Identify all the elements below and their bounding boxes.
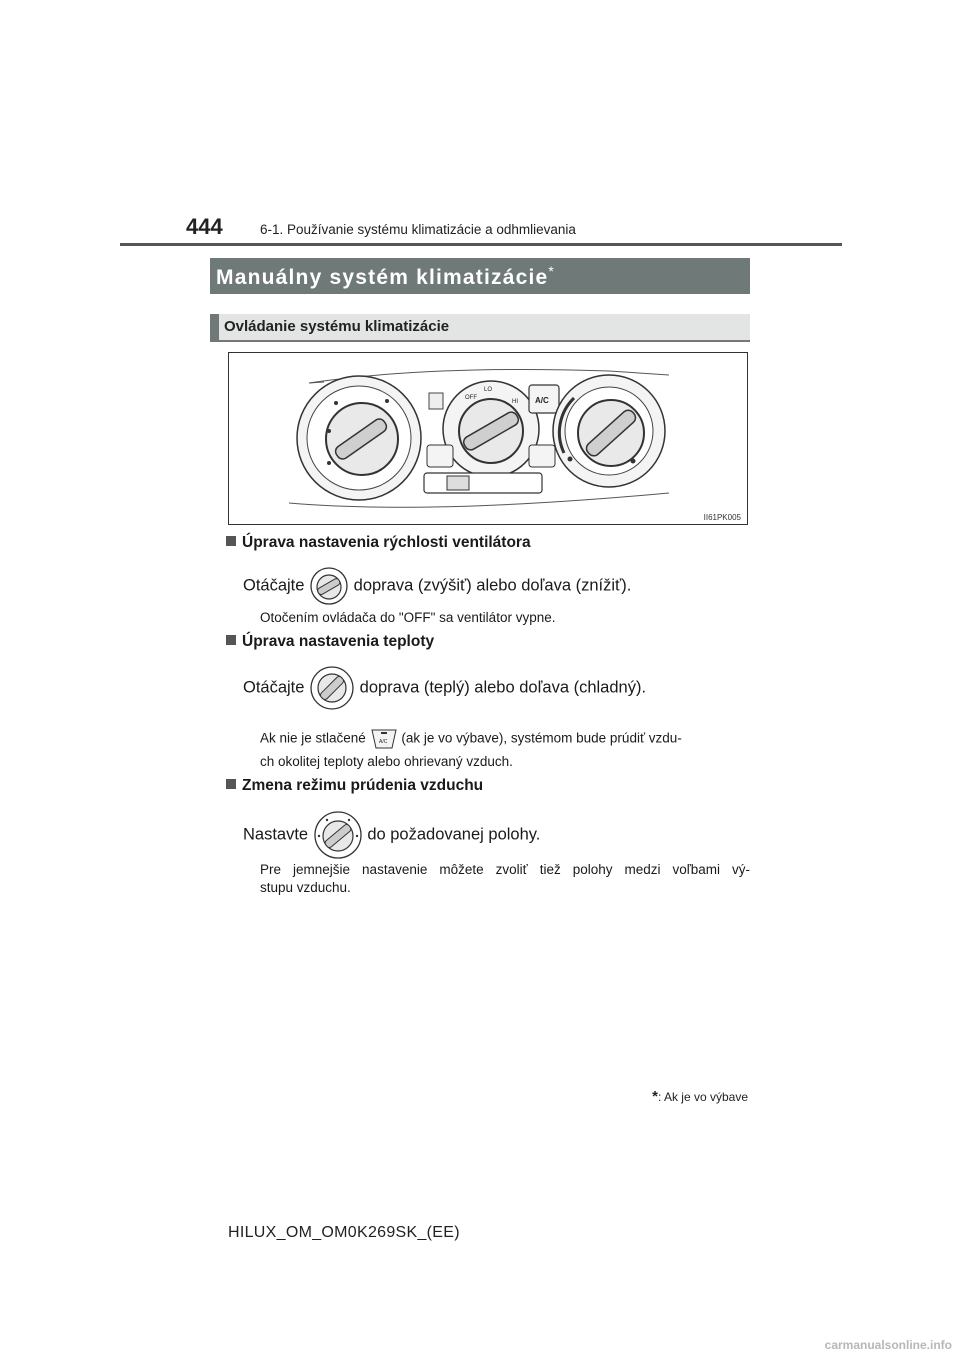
temperature-heading: Úprava nastavenia teploty [226, 633, 434, 651]
temperature-note-line2: ch okolitej teploty alebo ohrievaný vzduch. [260, 754, 513, 769]
bullet-square [226, 779, 236, 789]
fan-hi-label: HI [512, 399, 518, 405]
fan-speed-note: Otočením ovládača do "OFF" sa ventilátor vypne. [260, 610, 556, 625]
fan-off-label: OFF [465, 395, 477, 401]
airflow-note-line1: Pre jemnejšie nastavenie môžete zvoliť tiež polohy medzi voľbami vý- [260, 862, 750, 877]
airflow-knob-icon [313, 810, 363, 860]
climate-panel-figure [228, 352, 748, 525]
temperature-knob-icon [309, 665, 355, 711]
temperature-note-line1: Ak nie je stlačené A/C (ak je vo výbave), systémom bude prúdiť vzdu- [260, 728, 682, 750]
document-id: HILUX_OM_OM0K269SK_(EE) [228, 1224, 460, 1241]
airflow-note-line2: stupu vzduchu. [260, 880, 351, 895]
ac-button-label: A/C [535, 396, 549, 405]
subtitle: Ovládanie systému klimatizácie [224, 318, 450, 335]
fan-knob-icon [309, 566, 349, 606]
figure-code: II61PK005 [703, 513, 741, 522]
subtitle-bar [210, 314, 750, 342]
airflow-instruction: Nastavte do požadovanej polohy. [243, 810, 540, 860]
section-header: 6-1. Používanie systému klimatizácie a odhmlievania [260, 222, 576, 237]
bullet-square [226, 536, 236, 546]
bullet-square [226, 635, 236, 645]
temperature-instruction: Otáčajte doprava (teplý) alebo doľava (chladný). [243, 665, 646, 711]
watermark-link[interactable]: carmanualsonline.info [824, 1338, 952, 1352]
footnote: *: Ak je vo výbave [652, 1088, 748, 1105]
main-title-bar [210, 258, 750, 294]
airflow-heading: Zmena režimu prúdenia vzduchu [226, 777, 483, 795]
fan-speed-instruction: Otáčajte doprava (zvýšiť) alebo doľava (znížiť). [243, 566, 631, 606]
ac-button-icon [370, 728, 398, 750]
title-asterisk: * [548, 263, 556, 279]
fan-lo-label: LO [484, 387, 493, 393]
page-title: Manuálny systém klimatizácie* [216, 263, 556, 289]
header-divider [120, 243, 842, 246]
page-number: 444 [186, 214, 223, 239]
subtitle-accent [210, 314, 219, 342]
footnote-asterisk: * [652, 1088, 658, 1105]
svg-text:A/C: A/C [378, 739, 387, 745]
fan-speed-heading: Úprava nastavenia rýchlosti ventilátora [226, 534, 531, 552]
climate-panel-illustration [229, 353, 746, 523]
